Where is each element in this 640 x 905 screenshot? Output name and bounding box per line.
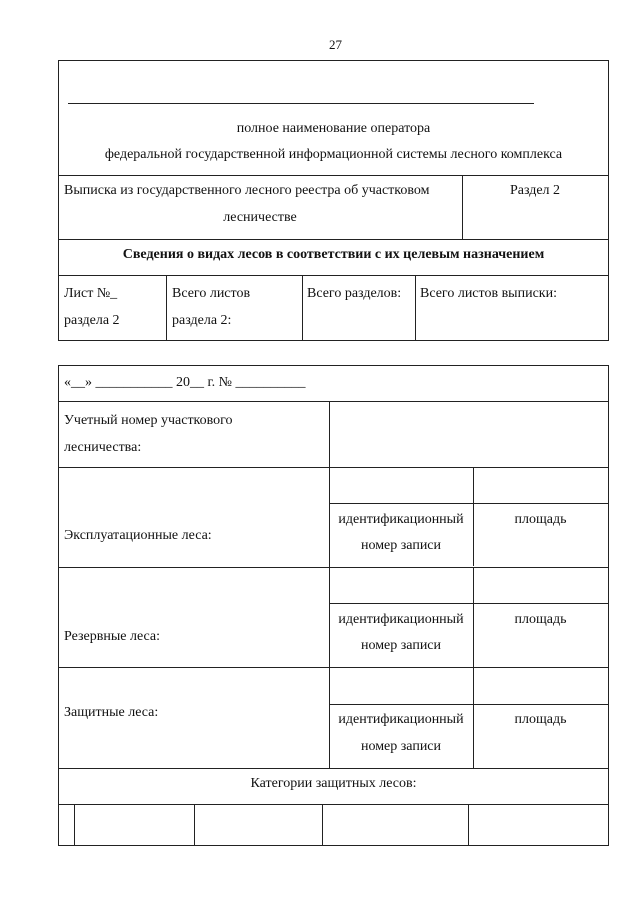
area-label-reserve: площадь bbox=[514, 612, 567, 627]
extract-title-line-2: лесничестве bbox=[223, 210, 297, 225]
total-sections-label: Всего разделов: bbox=[307, 286, 402, 301]
account-number-label-1: Учетный номер участкового bbox=[64, 413, 233, 428]
operator-label-line-1: полное наименование оператора bbox=[236, 121, 431, 136]
protective-forests-label: Защитные леса: bbox=[64, 705, 159, 720]
date-number-line: «__» ___________ 20__ г. № __________ bbox=[64, 375, 306, 390]
sheet-number-label-2: раздела 2 bbox=[64, 313, 120, 328]
extract-title-line-1: Выписка из государственного лесного реестра об участковом bbox=[64, 183, 430, 198]
total-extract-sheets-label: Всего листов выписки: bbox=[420, 286, 557, 301]
total-sheets-label-2: раздела 2: bbox=[172, 313, 232, 328]
id-label-1-exploitation: идентификационный bbox=[338, 512, 464, 527]
account-number-label-2: лесничества: bbox=[64, 440, 142, 455]
section-heading: Сведения о видах лесов в соответствии с их целевым назначением bbox=[122, 247, 545, 262]
sheet-number-label-1: Лист №_ bbox=[64, 286, 118, 301]
id-label-2-protective: номер записи bbox=[360, 739, 442, 754]
operator-label-line-2: федеральной государственной информационной системы лесного комплекса bbox=[104, 147, 563, 162]
id-label-2-exploitation: номер записи bbox=[360, 538, 442, 553]
id-label-2-reserve: номер записи bbox=[360, 638, 442, 653]
area-label-exploitation: площадь bbox=[514, 512, 567, 527]
protective-categories-label: Категории защитных лесов: bbox=[250, 776, 417, 791]
reserve-forests-label: Резервные леса: bbox=[64, 629, 160, 644]
id-label-1-protective: идентификационный bbox=[338, 712, 464, 727]
id-label-1-reserve: идентификационный bbox=[338, 612, 464, 627]
section-label: Раздел 2 bbox=[509, 183, 561, 198]
area-label-protective: площадь bbox=[514, 712, 567, 727]
page-number: 27 bbox=[329, 37, 342, 52]
operator-underline bbox=[68, 103, 534, 104]
total-sheets-label-1: Всего листов bbox=[172, 286, 251, 301]
exploitation-forests-label: Эксплуатационные леса: bbox=[64, 528, 212, 543]
